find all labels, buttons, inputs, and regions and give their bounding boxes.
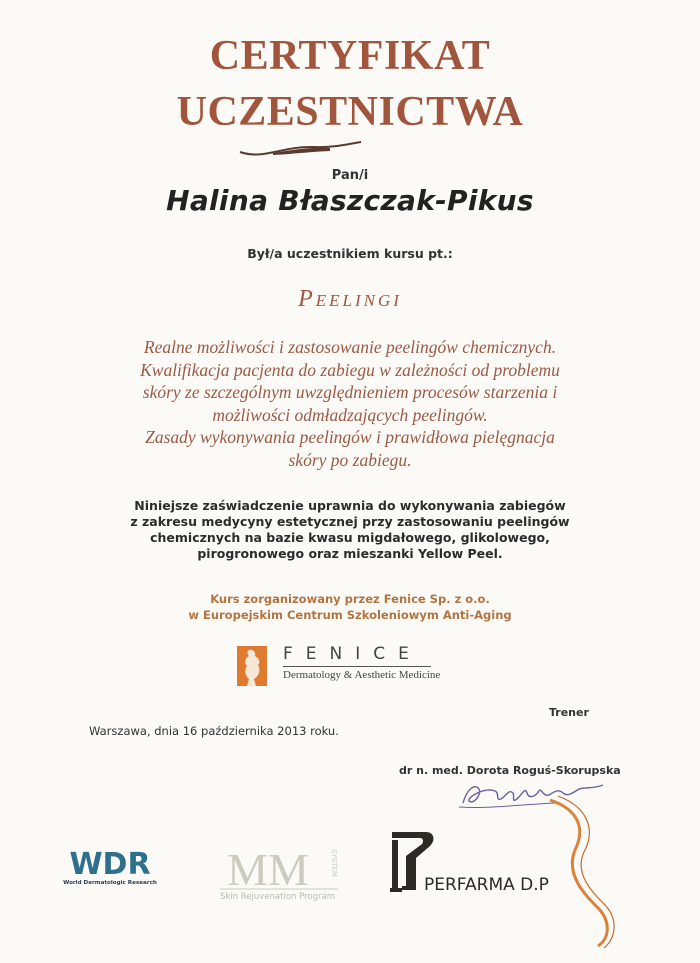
certificate-title-line1: CERTYFIKAT	[209, 33, 491, 79]
fenice-divider	[283, 666, 431, 667]
mm-system-logo	[218, 845, 343, 905]
fenice-logo	[237, 644, 441, 688]
salutation: Pan/i	[331, 168, 369, 183]
entitlement-line: z zakresu medycyny estetycznej przy zastosowaniu peelingów	[130, 514, 570, 529]
svg-text:World Dermatologic Research: World Dermatologic Research	[63, 880, 157, 886]
fenice-emblem-icon	[237, 646, 267, 686]
entitlement-line: chemicznych na bazie kwasu migdałowego, glikolowego,	[150, 530, 550, 545]
participant-statement: Był/a uczestnikiem kursu pt.:	[247, 246, 453, 261]
organizer-line: w Europejskim Centrum Szkoleniowym Anti-Aging	[188, 608, 512, 622]
entitlement-line: pirogronowego oraz mieszanki Yellow Peel.	[197, 546, 503, 561]
svg-text:MM: MM	[227, 845, 309, 895]
fenice-wordmark: FENICE	[283, 644, 422, 664]
perfarma-logo	[386, 828, 566, 898]
course-description	[90, 336, 610, 471]
course-description-line: Realne możliwości i zastosowanie peelingów chemicznych.	[143, 337, 557, 357]
place-and-date: Warszawa, dnia 16 października 2013 roku.	[89, 724, 339, 738]
entitlement-text	[110, 498, 590, 562]
participant-name: Halina Błaszczak-Pikus	[166, 184, 534, 217]
trainer-label: Trener	[549, 706, 589, 719]
course-description-line: Zasady wykonywania peelingów i prawidłowa pielęgnacja	[145, 427, 555, 447]
course-description-line: możliwości odmładzających peelingów.	[212, 404, 488, 425]
course-description-line: skóry ze szczególnym uwzględnieniem procesów starzenia i	[142, 382, 558, 402]
organizer-line: Kurs zorganizowany przez Fenice Sp. z o.o.	[210, 592, 490, 606]
organizer-text	[100, 591, 600, 623]
svg-text:PERFARMA D.P: PERFARMA D.P	[424, 875, 549, 895]
trainer-name: dr n. med. Dorota Roguś-Skorupska	[399, 764, 621, 777]
entitlement-line: Niniejsze zaświadczenie uprawnia do wykonywania zabiegów	[134, 498, 566, 513]
svg-text:SYSTEM: SYSTEM	[330, 849, 338, 877]
certificate-title-line2: UCZESTNICTWA	[176, 89, 524, 135]
fenice-subtitle: Dermatology & Aesthetic Medicine	[283, 669, 441, 681]
wdr-logo	[58, 846, 162, 898]
course-description-line: Kwalifikacja pacjenta do zabiegu w zależności od problemu	[140, 359, 560, 380]
course-title: Peelingi	[298, 286, 402, 312]
decorative-swash	[238, 138, 363, 162]
svg-text:Skin Rejuvenation Program: Skin Rejuvenation Program	[220, 892, 335, 902]
svg-text:WDR: WDR	[69, 847, 151, 882]
course-description-line: skóry po zabiegu.	[288, 449, 412, 470]
